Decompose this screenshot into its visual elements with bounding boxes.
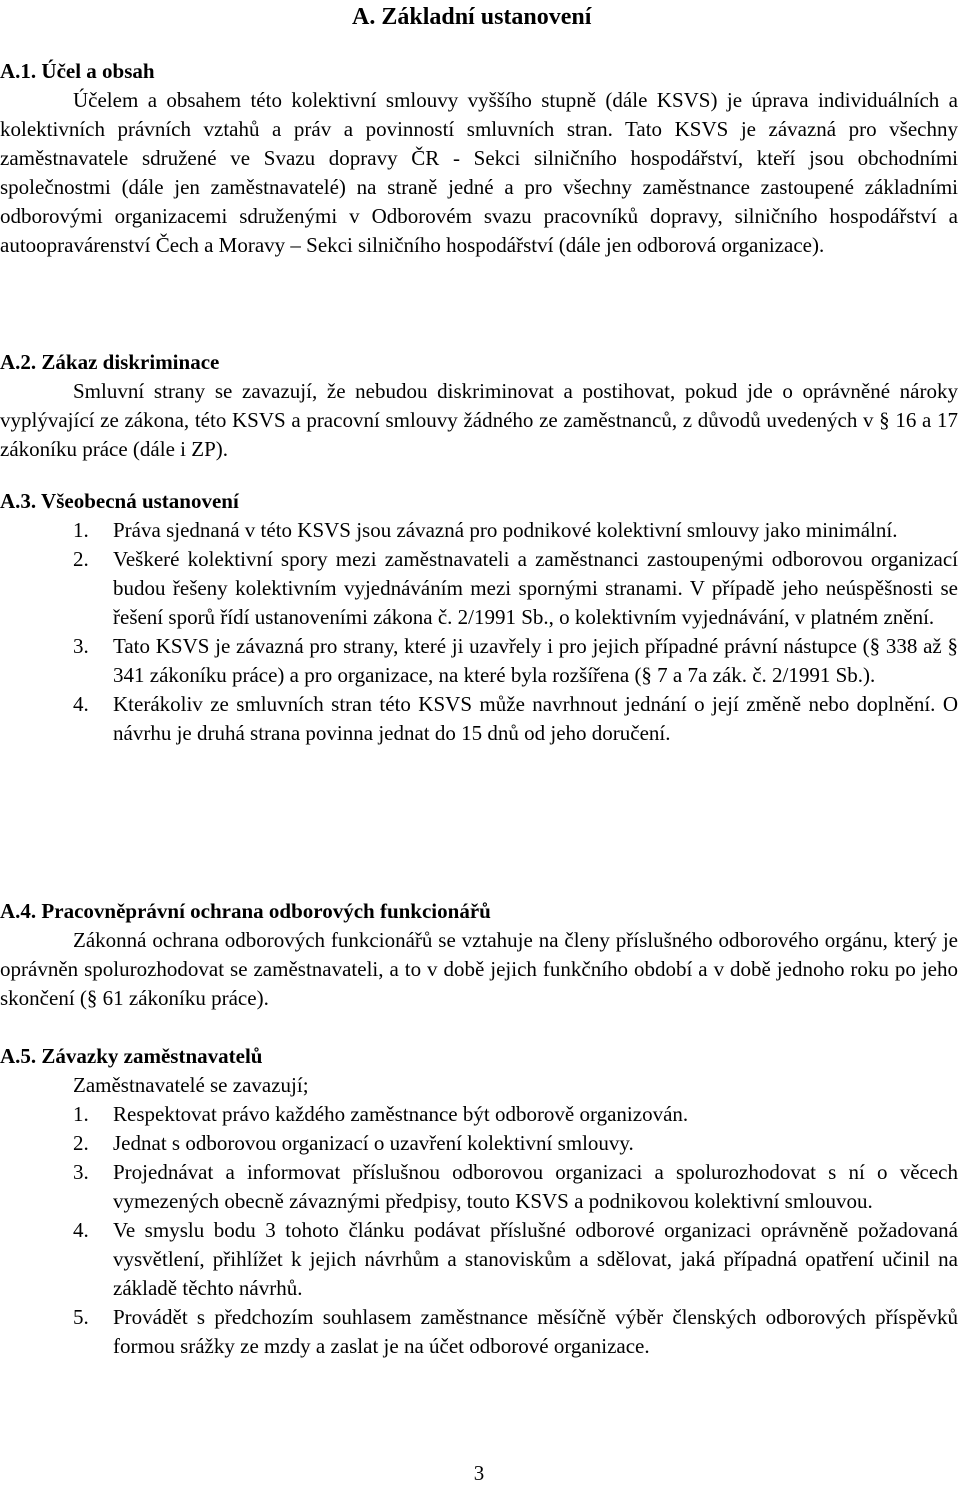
list-item: [73, 545, 958, 632]
section-heading: A.4. Pracovněprávní ochrana odborových funkcionářů: [0, 899, 491, 923]
list-item: [73, 632, 958, 690]
list-item-text: Provádět s předchozím souhlasem zaměstnance měsíčně výběr členských odborových příspěvků formou srážky ze mzdy a zaslat je na účet odborové organizace.: [113, 1305, 958, 1358]
list-item-number: 1.: [73, 1102, 89, 1126]
list-item-text: Tato KSVS je závazná pro strany, které ji uzavřely i pro jejich případné právní nástupce (§ 338 až § 341 zákoníku práce) a pro organizace, na které byla rozšířena (§ 7 a 7a zák. č. 2/1991 Sb.).: [113, 634, 958, 687]
list-item-number: 4.: [73, 692, 89, 716]
list-item: [73, 690, 958, 748]
document-title: A. Základní ustanovení: [352, 4, 592, 30]
numbered-list: [0, 1100, 958, 1361]
list-item: [73, 1158, 958, 1216]
section-a1-purpose: [0, 57, 958, 260]
list-item-number: 2.: [73, 547, 89, 571]
list-item-text: Kterákoliv ze smluvních stran této KSVS může navrhnout jednání o její změně nebo doplnění. O návrhu je druhá strana povinna jednat do 15 dnů od jeho doručení.: [113, 692, 958, 745]
section-heading: A.1. Účel a obsah: [0, 59, 155, 83]
section-heading: A.2. Zákaz diskriminace: [0, 350, 220, 374]
list-item-number: 4.: [73, 1218, 89, 1242]
section-a2-discrimination: [0, 348, 958, 464]
list-item-number: 3.: [73, 634, 89, 658]
section-a4-union-protection: [0, 897, 958, 1013]
list-item-text: Ve smyslu bodu 3 tohoto článku podávat příslušné odborové organizaci oprávněně požadovaná vysvětlení, přihlížet k jejich návrhům a stanoviskům a sdělovat, jaká případná opatření učinil na základě těchto návrhů.: [113, 1218, 958, 1300]
list-item-number: 2.: [73, 1131, 89, 1155]
numbered-list: [0, 516, 958, 748]
section-paragraph: Zákonná ochrana odborových funkcionářů se vztahuje na členy příslušného odborového orgánu, který je oprávněn spolurozhodovat se zaměstnavateli, a to v době jejich funkčního období a v době jednoho roku po jeho skončení (§ 61 zákoníku práce).: [0, 928, 958, 1010]
section-a3-general-provisions: [0, 487, 958, 748]
list-item-number: 1.: [73, 518, 89, 542]
list-item-text: Práva sjednaná v této KSVS jsou závazná pro podnikové kolektivní smlouvy jako minimální.: [113, 518, 898, 542]
list-item: [73, 1129, 958, 1158]
list-item-number: 5.: [73, 1305, 89, 1329]
section-a5-employer-obligations: [0, 1042, 958, 1361]
list-item-text: Jednat s odborovou organizací o uzavření kolektivní smlouvy.: [113, 1131, 634, 1155]
page-number: 3: [473, 1461, 485, 1485]
list-item: [73, 516, 958, 545]
section-heading: A.3. Všeobecná ustanovení: [0, 489, 239, 513]
list-item-text: Respektovat právo každého zaměstnance být odborově organizován.: [113, 1102, 689, 1126]
list-item-number: 3.: [73, 1160, 89, 1184]
list-item: [73, 1100, 958, 1129]
list-item-text: Projednávat a informovat příslušnou odborovou organizaci a spolurozhodovat s ní o věcech vymezených obecně závaznými předpisy, touto KSVS a podnikovou kolektivní smlouvou.: [113, 1160, 958, 1213]
section-heading: A.5. Závazky zaměstnavatelů: [0, 1044, 263, 1068]
list-item: [73, 1216, 958, 1303]
list-item-text: Veškeré kolektivní spory mezi zaměstnavateli a zaměstnanci zastoupenými odborovou organizací budou řešeny kolektivním vyjednáváním mezi spornými stranami. V případě jeho neúspěšnosti se řešení sporů řídí ustanoveními zákona č. 2/1991 Sb., o kolektivním vyjednávání, v platném znění.: [113, 547, 958, 629]
section-paragraph: Smluvní strany se zavazují, že nebudou diskriminovat a postihovat, pokud jde o oprávněné nároky vyplývající ze zákona, této KSVS a pracovní smlouvy žádného ze zaměstnanců, z důvodů uvedených v § 16 a 17 zákoníku práce (dále i ZP).: [0, 379, 958, 461]
section-intro: Zaměstnavatelé se zavazují;: [73, 1073, 309, 1097]
list-item: [73, 1303, 958, 1361]
section-paragraph: Účelem a obsahem této kolektivní smlouvy vyššího stupně (dále KSVS) je úprava individuálních a kolektivních právních vztahů a práv a povinností smluvních stran. Tato KSVS je závazná pro všechny zaměstnavatele sdružené ve Svazu dopravy ČR - Sekci silničního hospodářství, kteří jsou obchodními společnostmi (dále jen zaměstnavatelé) na straně jedné a pro všechny zaměstnance zastoupené základními odborovými organizacemi sdruženými v Odborovém svazu pracovníků dopravy, silničního hospodářství a autoopravárenství Čech a Moravy – Sekci silničního hospodářství (dále jen odborová organizace).: [0, 88, 958, 257]
